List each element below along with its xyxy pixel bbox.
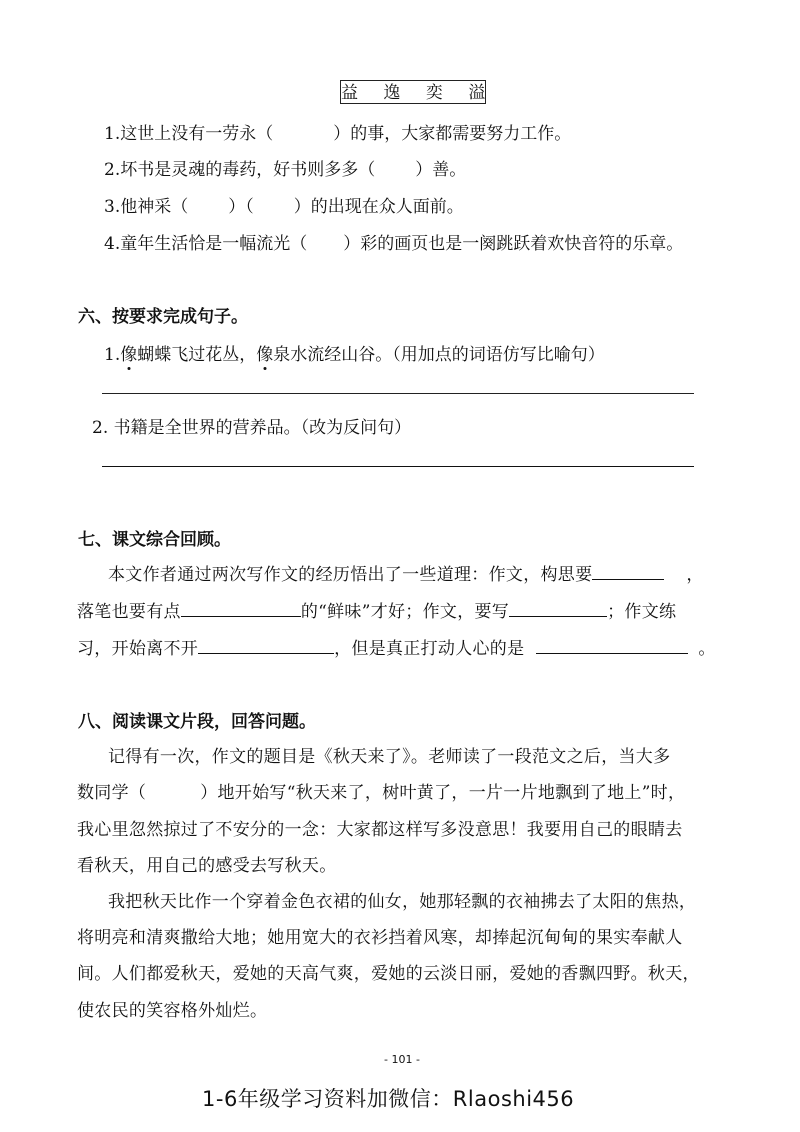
fill-item-2-text-a: 2.坏书是灵魂的毒药，好书则多多（ bbox=[104, 160, 376, 180]
passage-text: 数同学（ bbox=[77, 783, 147, 803]
footer-contact: 1-6年级学习资料加微信：Rlaoshi456 bbox=[202, 1087, 575, 1111]
fill-item-1-text-b: ）的事，大家都需要努力工作。 bbox=[333, 124, 572, 144]
fill-item-4 bbox=[104, 229, 683, 254]
fill-item-3-text-a: 3.他神采（ bbox=[104, 197, 189, 217]
section7-heading: 七、课文综合回顾。 bbox=[78, 530, 231, 550]
word-choice-box: 益 逸 奕 溢 bbox=[340, 80, 486, 104]
fill-item-4-text-a: 4.童年生活恰是一幅流光（ bbox=[104, 234, 308, 254]
section7-text: ；作文练 bbox=[607, 602, 677, 622]
section7-line-3 bbox=[77, 634, 716, 659]
passage-line: 间。人们都爱秋天，爱她的天高气爽，爱她的云淡日丽，爱她的香飘四野。秋天， bbox=[77, 964, 700, 984]
passage-line: 看秋天，用自己的感受去写秋天。 bbox=[77, 856, 337, 876]
fill-item-3 bbox=[104, 192, 464, 217]
fill-item-2 bbox=[104, 155, 466, 180]
section7-text: ， bbox=[686, 565, 704, 585]
section8-heading: 八、阅读课文片段，回答问题。 bbox=[78, 712, 316, 732]
dotted-word: 像 bbox=[120, 345, 138, 365]
section6-q1 bbox=[104, 340, 605, 365]
section7-text: 本文作者通过两次写作文的经历悟出了一些道理：作文，构思要 bbox=[108, 565, 593, 585]
fill-blank[interactable] bbox=[181, 598, 301, 617]
passage-line: 记得有一次，作文的题目是《秋天来了》。老师读了一段范文之后，当大多 bbox=[108, 747, 671, 767]
passage-line: 将明亮和清爽撒给大地；她用宽大的衣衫挡着风寒，却捧起沉甸甸的果实奉献人 bbox=[77, 928, 683, 948]
section7-text: 习，开始离不开 bbox=[77, 639, 199, 659]
answer-line-q1[interactable] bbox=[102, 393, 694, 394]
section6-q2: 2. 书籍是全世界的营养品。（改为反问句） bbox=[92, 418, 412, 438]
fill-blank[interactable] bbox=[509, 598, 607, 617]
section7-line-1 bbox=[108, 560, 704, 585]
passage-line bbox=[77, 778, 685, 803]
section7-text: 。 bbox=[698, 639, 716, 659]
passage-line: 使农民的笑容格外灿烂。 bbox=[77, 1001, 268, 1021]
q1-number: 1. bbox=[104, 345, 121, 365]
fill-item-2-text-b: ）善。 bbox=[415, 160, 467, 180]
passage-text: ）地开始写“秋天来了，树叶黄了，一片一片地飘到了地上”时， bbox=[200, 783, 686, 803]
section7-text: ，但是真正打动人心的是 bbox=[334, 639, 525, 659]
section7-text: 的“鲜味”才好；作文，要写 bbox=[300, 602, 510, 622]
q1-text-a: 蝴蝶飞过花丛， bbox=[137, 345, 257, 365]
q1-text-b: 泉水流经山谷。（用加点的词语仿写比喻句） bbox=[273, 345, 605, 365]
fill-item-3-text-b: ）（ bbox=[228, 197, 254, 217]
section6-heading: 六、按要求完成句子。 bbox=[78, 307, 248, 327]
fill-item-4-text-b: ）彩的画页也是一阕跳跃着欢快音符的乐章。 bbox=[343, 234, 684, 254]
page-number: - 101 - bbox=[384, 1053, 420, 1066]
passage-line: 我把秋天比作一个穿着金色衣裙的仙女，她那轻飘的衣袖拂去了太阳的焦热， bbox=[108, 892, 697, 912]
fill-blank[interactable] bbox=[198, 635, 334, 654]
dotted-word: 像 bbox=[256, 345, 274, 365]
fill-item-1-text-a: 1.这世上没有一劳永（ bbox=[104, 124, 274, 144]
fill-blank[interactable] bbox=[536, 635, 688, 654]
fill-blank[interactable] bbox=[592, 561, 664, 580]
fill-item-1 bbox=[104, 119, 571, 144]
passage-line: 我心里忽然掠过了不安分的一念：大家都这样写多没意思！我要用自己的眼睛去 bbox=[77, 820, 683, 840]
section7-line-2 bbox=[77, 597, 676, 622]
answer-line-q2[interactable] bbox=[102, 466, 694, 467]
section7-text: 落笔也要有点 bbox=[77, 602, 181, 622]
fill-item-3-text-c: ）的出现在众人面前。 bbox=[293, 197, 464, 217]
